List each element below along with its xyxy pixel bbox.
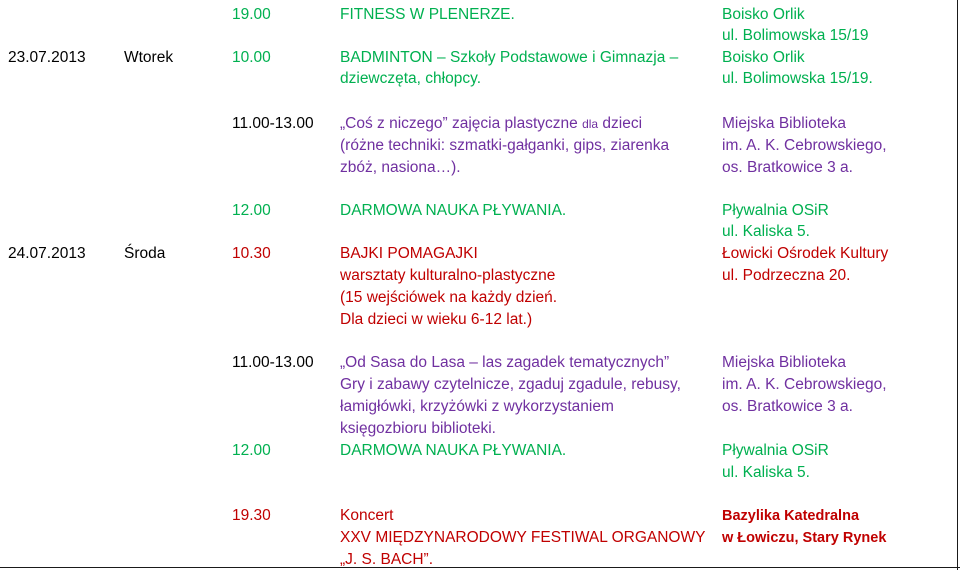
event-description: Gry i zabawy czytelnicze, zgaduj zgadule, rebusy, xyxy=(340,376,681,393)
event-place: ul. Kaliska 5. xyxy=(722,464,810,481)
day-label: Wtorek xyxy=(124,49,174,66)
date-label: 24.07.2013 xyxy=(8,245,86,262)
event-time: 10.00 xyxy=(232,49,271,66)
event-title: „Od Sasa do Lasa – las zagadek tematycznych” xyxy=(340,354,670,371)
event-title-part: „Coś z niczego” zajęcia plastyczne xyxy=(340,115,583,132)
event-place: ul. Bolimowska 15/19. xyxy=(722,70,873,87)
event-place: Bazylika Katedralna xyxy=(722,508,860,524)
event-place: Łowicki Ośrodek Kultury xyxy=(722,245,889,262)
event-title xyxy=(340,113,642,135)
event-place: Miejska Biblioteka xyxy=(722,115,847,132)
event-description: Dla dzieci w wieku 6-12 lat.) xyxy=(340,311,533,328)
event-title: BADMINTON – Szkoły Podstawowe i Gimnazja – xyxy=(340,49,679,66)
event-title: Koncert xyxy=(340,507,394,524)
event-time: 19.30 xyxy=(232,507,271,524)
event-place: ul. Podrzeczna 20. xyxy=(722,267,851,284)
event-place: Miejska Biblioteka xyxy=(722,354,847,371)
event-description: warsztaty kulturalno-plastyczne xyxy=(340,267,556,284)
event-place: ul. Bolimowska 15/19 xyxy=(722,27,869,44)
event-title: BAJKI POMAGAJKI xyxy=(340,245,478,262)
event-place: os. Bratkowice 3 a. xyxy=(722,159,853,176)
event-title-part: dzieci xyxy=(598,115,643,132)
event-time: 12.00 xyxy=(232,442,271,459)
event-place: Pływalnia OSiR xyxy=(722,202,829,219)
event-time: 11.00-13.00 xyxy=(232,115,314,132)
event-place: im. A. K. Cebrowskiego, xyxy=(722,376,887,393)
event-description: (różne techniki: szmatki-gałganki, gips, ziarenka xyxy=(340,137,670,154)
event-description: XXV MIĘDZYNARODOWY FESTIWAL ORGANOWY xyxy=(340,529,706,546)
event-time: 11.00-13.00 xyxy=(232,354,314,371)
date-label: 23.07.2013 xyxy=(8,49,86,66)
event-title: FITNESS W PLENERZE. xyxy=(340,6,515,23)
event-title-part: dla xyxy=(582,117,599,131)
event-title: dziewczęta, chłopcy. xyxy=(340,70,481,87)
event-description: (15 wejściówek na każdy dzień. xyxy=(340,289,558,306)
event-description: zbóż, nasiona…). xyxy=(340,159,461,176)
event-title: DARMOWA NAUKA PŁYWANIA. xyxy=(340,442,567,459)
event-title: DARMOWA NAUKA PŁYWANIA. xyxy=(340,202,567,219)
event-time: 10.30 xyxy=(232,245,271,262)
event-description: łamigłówki, krzyżówki z wykorzystaniem xyxy=(340,398,614,415)
event-place: Boisko Orlik xyxy=(722,49,805,66)
event-place: os. Bratkowice 3 a. xyxy=(722,398,853,415)
table-border-right xyxy=(957,0,958,570)
event-place: Boisko Orlik xyxy=(722,6,805,23)
event-time: 12.00 xyxy=(232,202,271,219)
event-place: ul. Kaliska 5. xyxy=(722,223,810,240)
event-place: Pływalnia OSiR xyxy=(722,442,829,459)
event-place: w Łowiczu, Stary Rynek xyxy=(722,530,887,546)
day-label: Środa xyxy=(124,245,166,262)
event-description: księgozbioru biblioteki. xyxy=(340,420,496,437)
event-description: „J. S. BACH”. xyxy=(340,551,434,568)
event-time: 19.00 xyxy=(232,6,271,23)
table-border-bottom xyxy=(0,567,960,568)
event-place: im. A. K. Cebrowskiego, xyxy=(722,137,887,154)
